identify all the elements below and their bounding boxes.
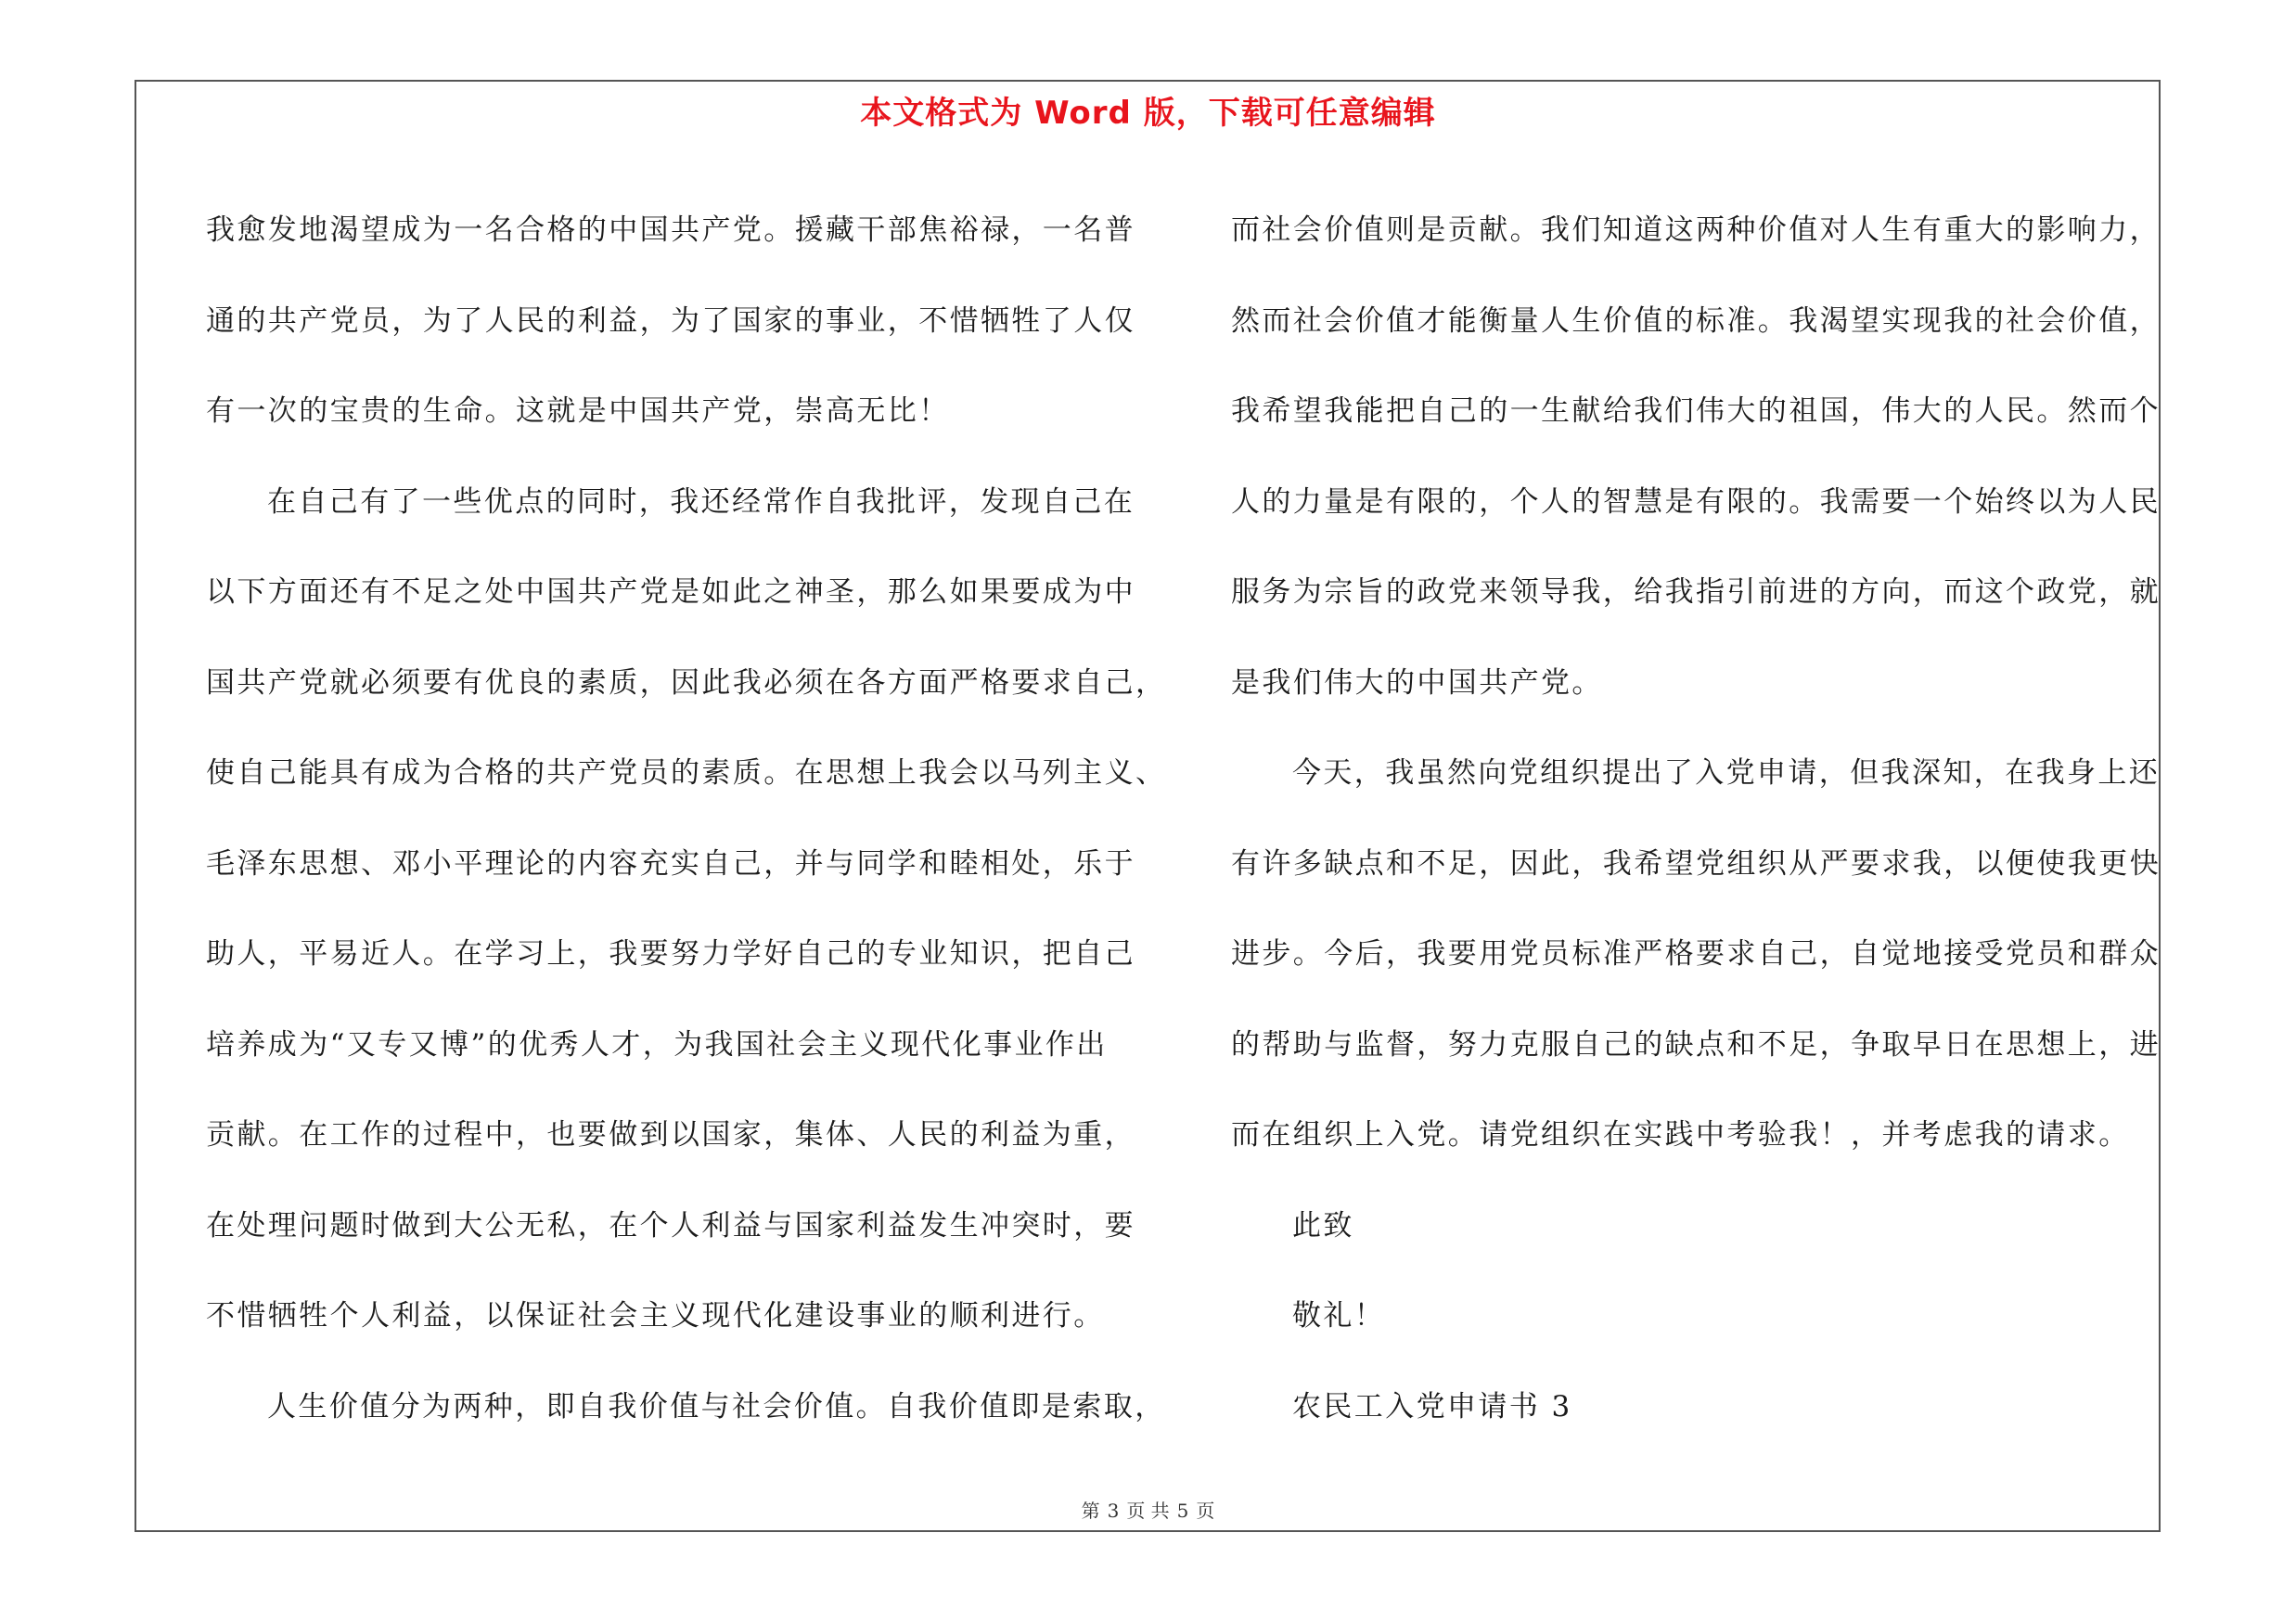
text-line: 在处理问题时做到大公无私，在个人利益与国家利益发生冲突时，要 (206, 1208, 1135, 1243)
footer-prefix: 第 (1081, 1500, 1100, 1522)
section-title: 农民工入党申请书 3 (1292, 1389, 1572, 1423)
text-line: 助人，平易近人。在学习上，我要努力学好自己的专业知识，把自己 (206, 937, 1135, 971)
text-line: 有许多缺点和不足，因此，我希望党组织从严要求我，以便使我更快 (1231, 846, 2161, 881)
text-line: 以下方面还有不足之处中国共产党是如此之神圣，那么如果要成为中 (206, 575, 1135, 609)
text-line: 的帮助与监督，努力克服自己的缺点和不足，争取早日在思想上，进 (1231, 1027, 2161, 1062)
text-line: 而社会价值则是贡献。我们知道这两种价值对人生有重大的影响力， (1231, 213, 2161, 247)
text-line: 是我们伟大的中国共产党。 (1231, 665, 1603, 700)
text-line: 然而社会价值才能衡量人生价值的标准。我渴望实现我的社会价值， (1231, 303, 2161, 338)
closing-regards: 敬礼！ (1292, 1299, 1386, 1333)
paragraph-start-line: 在自己有了一些优点的同时，我还经常作自我批评，发现自己在 (267, 484, 1135, 519)
total-pages-number: 5 (1176, 1500, 1189, 1522)
right-column (1231, 186, 2159, 1452)
closing-salutation: 此致 (1292, 1208, 1354, 1243)
text-line: 培养成为“又专又博”的优秀人才，为我国社会主义现代化事业作出 (206, 1027, 1108, 1062)
text-line: 有一次的宝贵的生命。这就是中国共产党，崇高无比！ (206, 394, 950, 428)
text-line: 人的力量是有限的，个人的智慧是有限的。我需要一个始终以为人民 (1231, 484, 2161, 519)
text-line: 服务为宗旨的政党来领导我，给我指引前进的方向，而这个政党，就 (1231, 575, 2161, 609)
footer-suffix: 页 (1196, 1500, 1215, 1522)
document-banner: 本文格式为 Word 版，下载可任意编辑 (860, 95, 1436, 132)
paragraph-start-line: 人生价值分为两种，即自我价值与社会价值。自我价值即是索取， (267, 1389, 1166, 1423)
text-line: 进步。今后，我要用党员标准严格要求自己，自觉地接受党员和群众 (1231, 937, 2161, 971)
text-line: 使自己能具有成为合格的共产党员的素质。在思想上我会以马列主义、 (206, 756, 1167, 790)
text-line: 我希望我能把自己的一生献给我们伟大的祖国，伟大的人民。然而个 (1231, 394, 2161, 428)
text-line: 通的共产党员，为了人民的利益，为了国家的事业，不惜牺牲了人仅 (206, 303, 1135, 338)
text-line: 毛泽东思想、邓小平理论的内容充实自己，并与同学和睦相处，乐于 (206, 846, 1135, 881)
page-footer (0, 1496, 2296, 1523)
current-page-number: 3 (1107, 1500, 1120, 1522)
left-column (206, 186, 1167, 1452)
text-line: 国共产党就必须要有优良的素质，因此我必须在各方面严格要求自己， (206, 665, 1167, 700)
text-line: 而在组织上入党。请党组织在实践中考验我！，并考虑我的请求。 (1231, 1118, 2130, 1152)
text-line: 我愈发地渴望成为一名合格的中国共产党。援藏干部焦裕禄，一名普 (206, 213, 1135, 247)
text-line: 贡献。在工作的过程中，也要做到以国家，集体、人民的利益为重， (206, 1118, 1135, 1152)
text-line: 不惜牺牲个人利益，以保证社会主义现代化建设事业的顺利进行。 (206, 1299, 1105, 1333)
paragraph-start-line: 今天，我虽然向党组织提出了入党申请，但我深知，在我身上还 (1292, 756, 2161, 790)
footer-middle: 页 共 (1126, 1500, 1170, 1522)
